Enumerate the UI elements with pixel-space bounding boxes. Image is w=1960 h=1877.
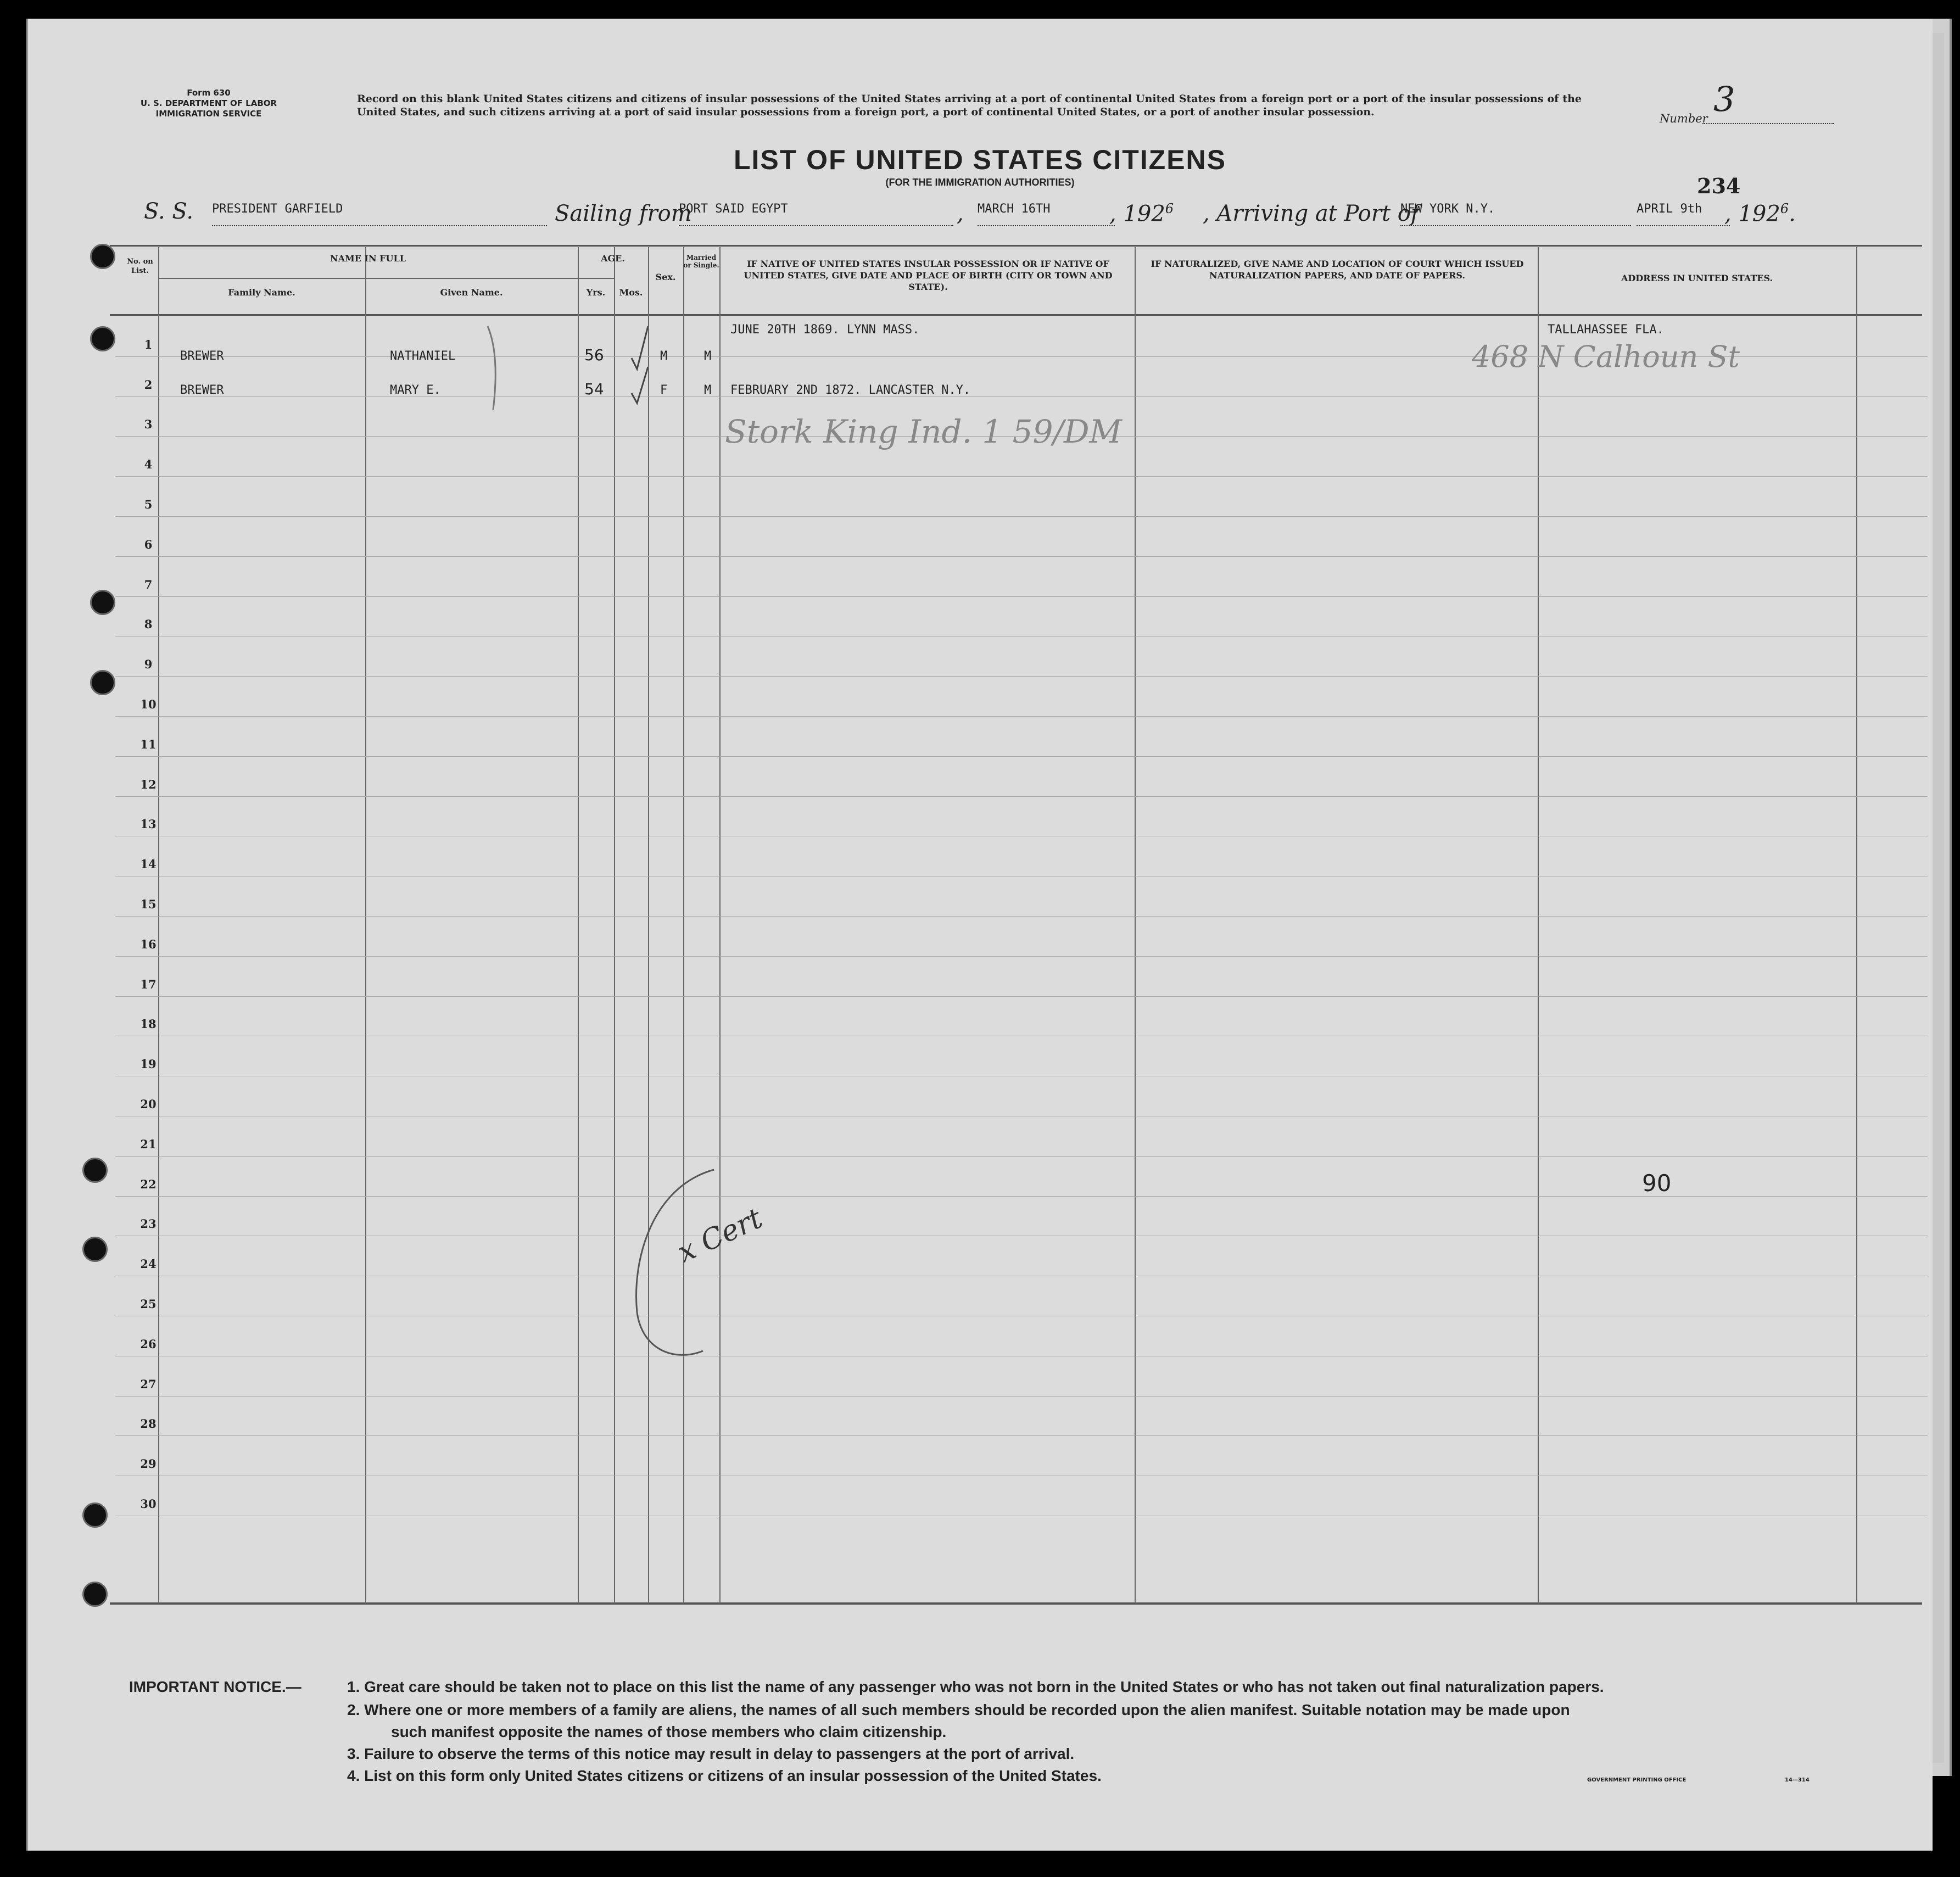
entry-2-family: BREWER [180, 383, 224, 397]
row-number: 27 [140, 1377, 157, 1391]
row-number: 7 [144, 577, 153, 591]
header-age: AGE. [601, 253, 625, 264]
row-line [115, 396, 1928, 397]
entry-2-given: MARY E. [390, 383, 441, 397]
entry-1-birth: JUNE 20TH 1869. LYNN MASS. [730, 323, 920, 337]
row-number: 28 [140, 1417, 157, 1431]
row-number: 25 [140, 1297, 157, 1311]
header-yrs: Yrs. [586, 287, 606, 298]
circle-note-mark [632, 1164, 774, 1367]
row-number: 26 [140, 1337, 157, 1351]
entry-1-given: NATHANIEL [390, 349, 456, 363]
header-naturalized: IF NATURALIZED, GIVE NAME AND LOCATION OF COURT WHICH ISSUED NATURALIZATION PAPERS, AND DATE OF PAPERS. [1151, 259, 1524, 281]
entry-2-birth: FEBRUARY 2ND 1872. LANCASTER N.Y. [730, 383, 971, 397]
row-line [115, 956, 1928, 957]
department: U. S. DEPARTMENT OF LABOR [140, 98, 277, 108]
row-number: 5 [144, 498, 153, 511]
row-line [115, 796, 1928, 797]
check-marks [483, 322, 648, 421]
check-mark-2 [632, 367, 648, 403]
binder-hole [82, 1502, 108, 1528]
entry-1-marital: M [704, 349, 712, 363]
notice-heading: IMPORTANT NOTICE.— [129, 1678, 301, 1695]
entry-1-address-hand: 468 N Calhoun St [1472, 339, 1740, 374]
circle-note-text: x Cert [672, 1202, 768, 1270]
sail-year: 192 [1123, 201, 1165, 227]
binder-hole [82, 1158, 108, 1183]
notice-item-4: 4. List on this form only United States citizens or citizens of an insular possession of the United States. [347, 1767, 1102, 1784]
row-line [115, 476, 1928, 477]
arrival-date: APRIL 9th [1637, 202, 1730, 226]
row-number: 19 [140, 1057, 157, 1071]
row-number: 15 [140, 897, 157, 911]
arrival-year: 192 [1738, 201, 1780, 227]
row-number: 17 [140, 977, 157, 991]
header-married: Married or Single. [683, 254, 719, 269]
row-line [115, 716, 1928, 717]
arrival-port: NEW YORK N.Y. [1400, 202, 1631, 226]
entry-2-marital: M [704, 383, 712, 397]
number-value: 3 [1713, 79, 1735, 119]
notice-item-3: 3. Failure to observe the terms of this notice may result in delay to passengers at the port of arrival. [347, 1745, 1075, 1762]
row-number: 24 [140, 1257, 157, 1271]
arriving-label: , Arriving at Port of [1203, 201, 1419, 226]
row-line [115, 676, 1928, 677]
table-bottom-rule [110, 1602, 1922, 1605]
row-number: 3 [144, 417, 153, 432]
entry-1-address: TALLAHASSEE FLA. [1548, 323, 1664, 337]
row-number: 11 [140, 737, 157, 751]
form-id-block [126, 88, 291, 119]
entry-1-yrs: 56 [584, 346, 604, 364]
table-top-rule [110, 245, 1922, 247]
ss-label: S. S. [144, 199, 194, 224]
row-number: 10 [140, 697, 157, 711]
binder-hole [82, 1582, 108, 1607]
form-code: 14—314 [1785, 1777, 1810, 1783]
header-family-name: Family Name. [228, 287, 295, 298]
row-line [115, 516, 1928, 517]
row-number: 14 [140, 857, 157, 872]
entry-2-yrs: 54 [584, 380, 604, 398]
entry-2-birth-hand: Stork King Ind. 1 59/DM [725, 413, 1122, 450]
entry-1-sex: M [660, 349, 668, 363]
page-subtitle: (FOR THE IMMIGRATION AUTHORITIES) [885, 177, 1075, 188]
sail-date: MARCH 16TH [978, 202, 1115, 226]
row-number: 12 [140, 777, 157, 791]
binder-hole [90, 590, 115, 615]
row-number: 16 [140, 937, 157, 951]
row-line [115, 1156, 1928, 1157]
binder-hole [90, 244, 115, 269]
row-number: 2 [144, 377, 153, 392]
row-number: 20 [140, 1097, 157, 1111]
row-number: 13 [140, 817, 157, 831]
row-number: 21 [140, 1137, 157, 1151]
binder-hole [82, 1237, 108, 1262]
header-mos: Mos. [619, 287, 643, 298]
brace-mark [488, 326, 495, 410]
arrival-annotation: 234 [1697, 174, 1741, 198]
form-number: Form 630 [187, 88, 231, 98]
row-number: 23 [140, 1217, 157, 1231]
notice-item-2-cont: such manifest opposite the names of those members who claim citizenship. [391, 1723, 947, 1740]
row-number: 18 [140, 1017, 157, 1031]
row-line [115, 556, 1928, 557]
row-line [115, 996, 1928, 997]
entry-2-sex: F [660, 383, 668, 397]
row-number: 6 [144, 537, 153, 551]
binder-hole [90, 326, 115, 351]
binder-hole [90, 670, 115, 695]
header-name-in-full: NAME IN FULL [330, 253, 406, 264]
row-line [115, 596, 1928, 597]
row-line [115, 916, 1928, 917]
header-address: ADDRESS IN UNITED STATES. [1621, 273, 1773, 283]
row-number: 4 [144, 457, 153, 472]
service: IMMIGRATION SERVICE [155, 109, 262, 119]
sailing-label: Sailing from [555, 201, 692, 226]
row-number: 1 [144, 337, 153, 351]
sail-year-digit: 6 [1165, 201, 1174, 216]
entry-1-family: BREWER [180, 349, 224, 363]
notice-item-2: 2. Where one or more members of a family are aliens, the names of all such members should be recorded upon the alien manifest. Suitable notation may be made upon [347, 1701, 1570, 1718]
notice-item-1: 1. Great care should be taken not to place on this list the name of any passenger who was not born in the United States or who has not taken out final naturalization papers. [347, 1678, 1604, 1695]
ship-name: PRESIDENT GARFIELD [212, 202, 547, 226]
row-number: 30 [140, 1497, 157, 1511]
number-label: Number [1660, 112, 1708, 125]
page-title: LIST OF UNITED STATES CITIZENS [733, 144, 1227, 175]
mark-90: 90 [1642, 1170, 1672, 1197]
check-mark-1 [632, 326, 648, 369]
header-given-name: Given Name. [440, 287, 503, 298]
row-number: 29 [140, 1457, 157, 1471]
row-number: 22 [140, 1177, 157, 1191]
row-number: 9 [144, 657, 153, 672]
row-line [115, 1435, 1928, 1436]
header-birth: IF NATIVE OF UNITED STATES INSULAR POSSESSION OR IF NATIVE OF UNITED STATES, GIVE DATE AND PLACE OF BIRTH (CITY OR TOWN AND STATE). [744, 259, 1113, 292]
arrival-year-digit: 6 [1780, 201, 1789, 216]
row-number: 8 [144, 617, 153, 632]
header-no: No. on List. [127, 258, 153, 275]
header-sex: Sex. [655, 272, 676, 282]
number-line [1702, 123, 1834, 124]
header-bottom-rule [110, 314, 1922, 316]
intro-text: Record on this blank United States citizens and citizens of insular possessions of the United States arriving at a port of continental United States from a foreign port or a port of the insular possessions of the United States, and such citizens arriving at a port of said insular possessions from a foreign port, a port of continental United States, or a port of another insular possession. [357, 93, 1582, 118]
from-port: PORT SAID EGYPT [679, 202, 953, 226]
row-line [115, 756, 1928, 757]
printer-mark: GOVERNMENT PRINTING OFFICE [1587, 1777, 1687, 1783]
